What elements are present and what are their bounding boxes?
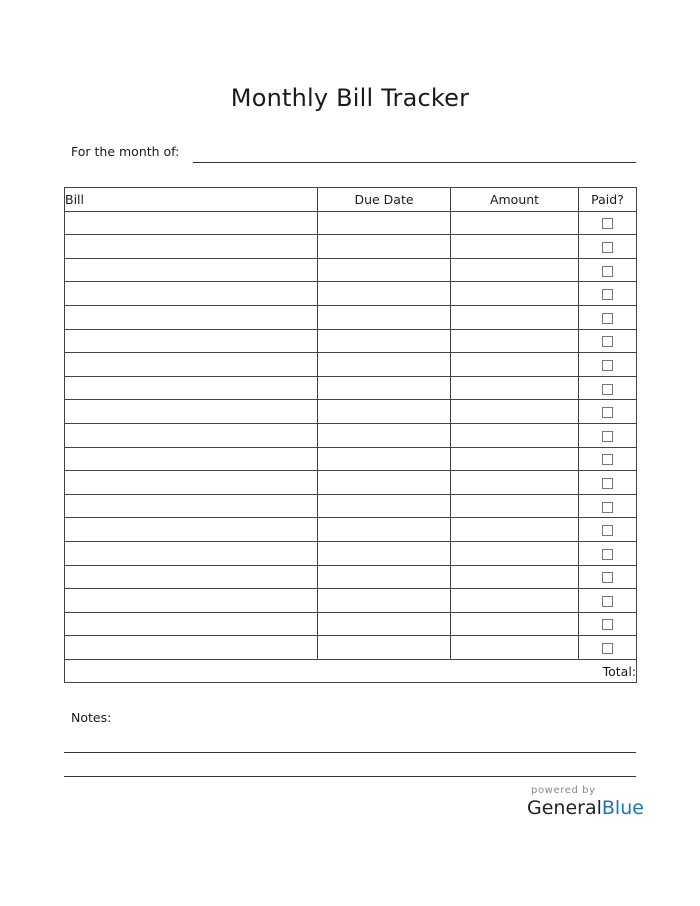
amount-cell[interactable] (451, 612, 579, 636)
paid-cell (579, 612, 637, 636)
amount-cell[interactable] (451, 258, 579, 282)
notes-label: Notes: (71, 710, 112, 725)
paid-checkbox[interactable] (602, 360, 613, 371)
due-date-cell[interactable] (318, 282, 451, 306)
paid-cell (579, 235, 637, 259)
paid-checkbox[interactable] (602, 596, 613, 607)
header-amount: Amount (451, 188, 579, 212)
amount-cell[interactable] (451, 423, 579, 447)
bill-cell[interactable] (65, 447, 318, 471)
bill-cell[interactable] (65, 211, 318, 235)
bill-cell[interactable] (65, 494, 318, 518)
paid-checkbox[interactable] (602, 502, 613, 513)
table-row (65, 612, 637, 636)
table-row (65, 636, 637, 660)
due-date-cell[interactable] (318, 329, 451, 353)
paid-checkbox[interactable] (602, 218, 613, 229)
bill-cell[interactable] (65, 423, 318, 447)
month-label: For the month of: (71, 144, 180, 159)
due-date-cell[interactable] (318, 471, 451, 495)
due-date-cell[interactable] (318, 589, 451, 613)
paid-checkbox[interactable] (602, 384, 613, 395)
table-row (65, 329, 637, 353)
bill-cell[interactable] (65, 258, 318, 282)
amount-cell[interactable] (451, 235, 579, 259)
due-date-cell[interactable] (318, 636, 451, 660)
amount-cell[interactable] (451, 589, 579, 613)
bill-cell[interactable] (65, 400, 318, 424)
due-date-cell[interactable] (318, 258, 451, 282)
bill-cell[interactable] (65, 612, 318, 636)
paid-cell (579, 258, 637, 282)
table-row (65, 305, 637, 329)
paid-cell (579, 447, 637, 471)
page-title: Monthly Bill Tracker (230, 84, 470, 112)
paid-cell (579, 282, 637, 306)
paid-cell (579, 329, 637, 353)
amount-cell[interactable] (451, 376, 579, 400)
amount-cell[interactable] (451, 329, 579, 353)
table-row (65, 353, 637, 377)
amount-cell[interactable] (451, 400, 579, 424)
bill-cell[interactable] (65, 376, 318, 400)
amount-cell[interactable] (451, 518, 579, 542)
brand-general: General (527, 797, 602, 819)
table-row (65, 211, 637, 235)
table-row (65, 282, 637, 306)
amount-cell[interactable] (451, 636, 579, 660)
table-row (65, 258, 637, 282)
due-date-cell[interactable] (318, 541, 451, 565)
paid-checkbox[interactable] (602, 431, 613, 442)
header-due-date: Due Date (318, 188, 451, 212)
due-date-cell[interactable] (318, 376, 451, 400)
paid-cell (579, 494, 637, 518)
notes-line[interactable] (64, 752, 636, 753)
paid-cell (579, 565, 637, 589)
bill-cell[interactable] (65, 305, 318, 329)
amount-cell[interactable] (451, 353, 579, 377)
paid-cell (579, 423, 637, 447)
amount-cell[interactable] (451, 565, 579, 589)
table-row (65, 400, 637, 424)
table-row (65, 235, 637, 259)
powered-by-text: powered by (531, 785, 596, 796)
paid-cell (579, 353, 637, 377)
amount-cell[interactable] (451, 494, 579, 518)
paid-checkbox[interactable] (602, 289, 613, 300)
amount-cell[interactable] (451, 282, 579, 306)
paid-checkbox[interactable] (602, 619, 613, 630)
bill-cell[interactable] (65, 329, 318, 353)
month-input-line[interactable] (193, 162, 636, 163)
bill-cell[interactable] (65, 636, 318, 660)
paid-cell (579, 400, 637, 424)
due-date-cell[interactable] (318, 565, 451, 589)
due-date-cell[interactable] (318, 612, 451, 636)
due-date-cell[interactable] (318, 518, 451, 542)
total-row (65, 659, 637, 683)
paid-checkbox[interactable] (602, 572, 613, 583)
table-row (65, 447, 637, 471)
due-date-cell[interactable] (318, 353, 451, 377)
bill-cell[interactable] (65, 282, 318, 306)
paid-checkbox[interactable] (602, 643, 613, 654)
paid-cell (579, 305, 637, 329)
header-bill: Bill (65, 188, 318, 212)
bill-cell[interactable] (65, 565, 318, 589)
bill-table (64, 187, 637, 683)
brand-blue: Blue (601, 797, 644, 819)
paid-cell (579, 589, 637, 613)
header-paid: Paid? (579, 188, 637, 212)
amount-cell[interactable] (451, 211, 579, 235)
due-date-cell[interactable] (318, 494, 451, 518)
paid-checkbox[interactable] (602, 266, 613, 277)
table-row (65, 471, 637, 495)
generalblue-logo (527, 797, 644, 819)
paid-cell (579, 541, 637, 565)
paid-cell (579, 518, 637, 542)
bill-cell[interactable] (65, 353, 318, 377)
paid-checkbox[interactable] (602, 525, 613, 536)
paid-checkbox[interactable] (602, 454, 613, 465)
table-row (65, 565, 637, 589)
bill-cell[interactable] (65, 471, 318, 495)
table-row (65, 589, 637, 613)
paid-checkbox[interactable] (602, 313, 613, 324)
table-row (65, 494, 637, 518)
paid-cell (579, 636, 637, 660)
amount-cell[interactable] (451, 305, 579, 329)
due-date-cell[interactable] (318, 305, 451, 329)
bill-cell[interactable] (65, 235, 318, 259)
paid-cell (579, 376, 637, 400)
paid-checkbox[interactable] (602, 478, 613, 489)
due-date-cell[interactable] (318, 447, 451, 471)
table-row (65, 518, 637, 542)
paid-checkbox[interactable] (602, 407, 613, 418)
amount-cell[interactable] (451, 447, 579, 471)
bill-cell[interactable] (65, 589, 318, 613)
paid-cell (579, 471, 637, 495)
table-row (65, 423, 637, 447)
total-label: Total: (65, 659, 637, 683)
paid-checkbox[interactable] (602, 549, 613, 560)
table-row (65, 376, 637, 400)
amount-cell[interactable] (451, 471, 579, 495)
due-date-cell[interactable] (318, 400, 451, 424)
bill-cell[interactable] (65, 518, 318, 542)
bill-cell[interactable] (65, 541, 318, 565)
paid-checkbox[interactable] (602, 336, 613, 347)
due-date-cell[interactable] (318, 211, 451, 235)
paid-checkbox[interactable] (602, 242, 613, 253)
paid-cell (579, 211, 637, 235)
table-row (65, 541, 637, 565)
amount-cell[interactable] (451, 541, 579, 565)
due-date-cell[interactable] (318, 235, 451, 259)
due-date-cell[interactable] (318, 423, 451, 447)
notes-line[interactable] (64, 776, 636, 777)
table-header-row (65, 188, 637, 212)
